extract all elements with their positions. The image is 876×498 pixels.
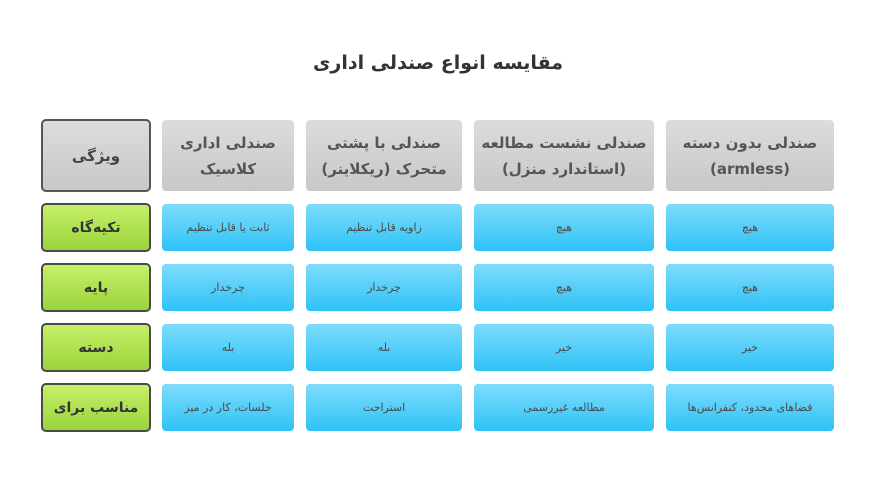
table-cell: هیچ [474,204,654,251]
row-label-suitable-for: مناسب برای [41,383,151,432]
feature-header: ویژگی [41,119,151,192]
table-cell: بله [306,324,462,371]
table-cell: ثابت یا قابل تنظیم [162,204,294,251]
row-label-armrest: دسته [41,323,151,372]
table-cell: جلسات، کار در میز [162,384,294,431]
column-header-study: صندلی نشست مطالعه (استاندارد منزل) [474,120,654,191]
table-cell: چرخدار [162,264,294,311]
table-cell: خیر [474,324,654,371]
table-cell: چرخدار [306,264,462,311]
row-label-base: پایه [41,263,151,312]
table-cell: هیچ [666,264,834,311]
table-cell: هیچ [666,204,834,251]
table-cell: هیچ [474,264,654,311]
column-header-recliner: صندلی با پشتی متحرک (ریکلاینر) [306,120,462,191]
row-label-backrest: تکیه‌گاه [41,203,151,252]
column-header-armless: صندلی بدون دسته (armless) [666,120,834,191]
table-cell: بله [162,324,294,371]
table-cell: زاویه قابل تنظیم [306,204,462,251]
table-cell: خیر [666,324,834,371]
table-cell: استراحت [306,384,462,431]
table-cell: مطالعه غیررسمی [474,384,654,431]
page-title: مقایسه انواع صندلی اداری [312,52,564,74]
table-cell: فضاهای محدود، کنفرانس‌ها [666,384,834,431]
column-header-classic: صندلی اداری کلاسیک [162,120,294,191]
